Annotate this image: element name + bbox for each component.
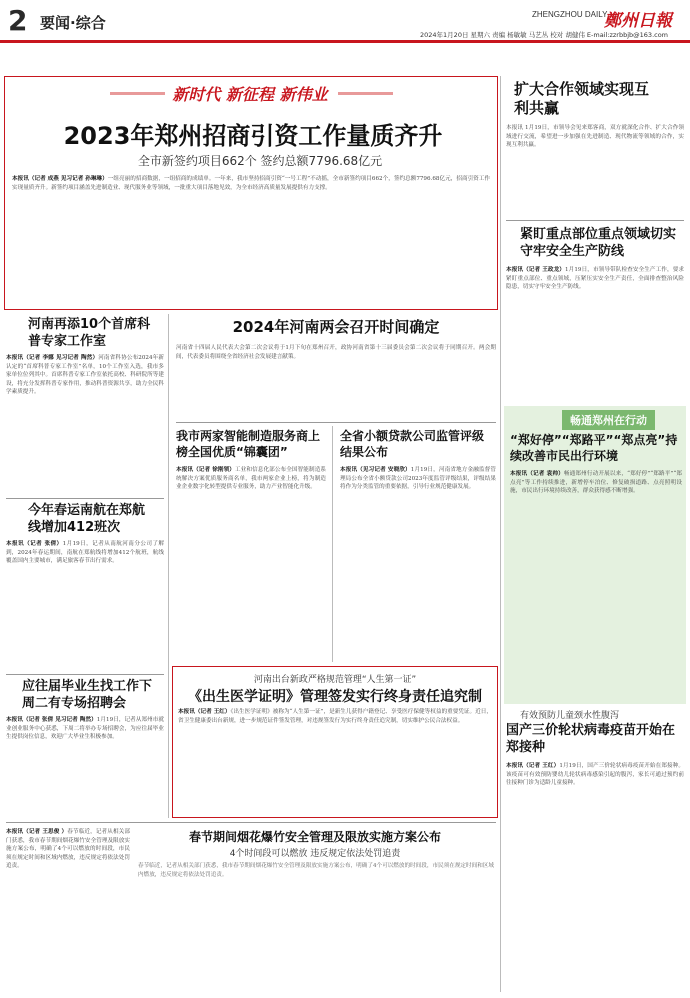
smart-service-byline: 本报讯（记者 徐刚领） xyxy=(176,467,235,473)
lead-body xyxy=(12,175,490,303)
smart-service-body xyxy=(176,466,326,662)
left-divider-2 xyxy=(6,674,164,675)
theme-banner: 新时代 新征程 新伟业 xyxy=(172,85,328,104)
lead-byline: 本报讯（记者 成燕 见习记者 孙琳琳） xyxy=(12,176,108,182)
birth-cert-kicker: 河南出台新政严格规范管理“人生第一证” xyxy=(253,675,417,685)
fireworks-byline: 本报讯（记者 王思俊 ） xyxy=(6,829,68,835)
fireworks-text: 春节临近，记者从相关部门获悉，我市春节期间烟花爆竹安全管理及限放实施方案公布，明确了4个可以燃放的时间段，市民须在规定时间和区域内燃放，违反规定将依法处罚追责。 xyxy=(6,829,130,870)
bottom-divider xyxy=(6,822,496,823)
center-column-rule xyxy=(332,426,333,662)
petty-loan-body xyxy=(340,466,496,662)
birth-cert-body xyxy=(178,708,492,812)
left-column-rule xyxy=(168,314,169,818)
right-column-rule xyxy=(500,76,501,992)
birth-cert-byline: 本报讯（记者 王红） xyxy=(178,709,231,715)
section-title: 要闻·综合 xyxy=(40,14,106,32)
birth-cert-text: 《出生医学证明》被称为“人生第一证”，是新生儿获得户籍登记、享受医疗保健等权益的重要凭证。近日，省卫生健康委出台新规，进一步规范证件签发管理，对违规签发行为实行终身责任追究制，切实维护公民合法权益。 xyxy=(178,709,492,724)
left-bottom-headline: 应往届毕业生找工作下周二有专场招聘会 xyxy=(22,679,153,711)
vaccine-text: 1月19日，国产三价轮状病毒疫苗开始在郑接种。该疫苗可有效预防婴幼儿轮状病毒感染引起的腹泻，家长可通过预约前往接种门诊为适龄儿童接种。 xyxy=(506,763,684,787)
left-bottom-body xyxy=(6,716,164,816)
fireworks-headline: 春节期间烟花爆竹安全管理及限放实施方案公布 xyxy=(188,830,441,844)
lead-text: 一组亮丽的招商数据，一组招商的成绩单。一年来，我市坚持招商引资“一号工程”不动摇，全市新签约项目662个，签约总额7796.68亿元，招商引资工作实现量质齐升。新签约项目涵盖先进制造业、现代服务业等领域，一批重大项目落地见效，为全市经济高质量发展提供有力支撑。 xyxy=(12,176,490,191)
right-mid-body xyxy=(506,266,684,400)
right-divider-1 xyxy=(506,220,684,221)
left-top-text: 河南省科协公布2024年新认定的“首席科普专家工作室”名单，10个工作室入选，我市多家单位位列其中。首席科普专家工作室依托高校、科研院所等建设，将充分发挥科普专家作用，推动科普资源共享，助力全民科学素质提升。 xyxy=(6,355,164,396)
smart-service-headline: 我市两家智能制造服务商上榜全国优质“锦囊团” xyxy=(176,429,321,459)
header-rule xyxy=(0,40,690,43)
banner-decoration-left xyxy=(110,92,165,95)
left-bottom-text: 1月19日，记者从郑州市就业创业服务中心获悉，下周二将举办专场招聘会，为应往届毕业生提供岗位信息，欢迎广大毕业生积极参加。 xyxy=(6,717,164,741)
right-mid-headline: 紧盯重点部位重点领域切实守牢安全生产防线 xyxy=(520,227,677,259)
right-feature-byline: 本报讯（记者 袁帅） xyxy=(510,471,564,477)
smart-service-text: 工业和信息化部公布全国智能制造系统解决方案优质服务商名单，我市两家企业上榜，将为制造业企业数字化转型提供专业服务，助力产业智能化升级。 xyxy=(176,467,326,491)
vaccine-headline: 国产三价轮状病毒疫苗开始在郑接种 xyxy=(506,723,676,755)
lead-subhead: 全市新签约项目662个 签约总额7796.68亿元 xyxy=(137,154,383,168)
center-divider-1 xyxy=(176,422,496,423)
issue-meta: 2024年1月20日 星期六 责编 杨敏敏 马艺丛 校对 胡健伟 E-mail:zzrbbjb@163.com xyxy=(420,31,669,39)
vaccine-byline: 本报讯（记者 王红） xyxy=(506,763,560,769)
right-feature-headline: “郑好停”“郑路平”“郑点亮”持续改善市民出行环境 xyxy=(510,433,678,463)
vaccine-kicker: 有效预防儿童颈水性腹泻 xyxy=(520,711,620,721)
right-feature-body xyxy=(510,470,682,700)
right-top-headline: 扩大合作领域实现互利共赢 xyxy=(514,80,650,117)
birth-cert-headline: 《出生医学证明》管理签发实行终身责任追究制 xyxy=(188,689,482,705)
fireworks-continued-body xyxy=(138,862,494,992)
left-mid-byline: 本报讯（记者 张倩） xyxy=(6,541,63,547)
petty-loan-headline: 全省小额贷款公司监管评级结果公布 xyxy=(340,429,485,459)
lianghui-body: 河南省十四届人民代表大会第二次会议将于1月下旬在郑州召开，政协河南省第十三届委员会第二次会议将于同期召开。两会期间，代表委员将围绕全省经济社会发展建言献策。 xyxy=(176,345,496,360)
lianghui-headline: 2024年河南两会召开时间确定 xyxy=(232,318,440,336)
fireworks-subhead: 4个时间段可以燃放 违反规定依法处罚追责 xyxy=(229,849,401,859)
left-bottom-byline: 本报讯（记者 张倩 见习记者 陶然） xyxy=(6,717,97,723)
publication-name: ZHENGZHOU DAILY xyxy=(532,10,608,19)
lead-headline: 2023年郑州招商引资工作量质齐升 xyxy=(63,122,443,150)
left-mid-text: 1月19日，记者从南航河南分公司了解到，2024年春运期间，南航在郑航线将增加412个航班，航线覆盖国内主要城市，满足旅客春节出行需求。 xyxy=(6,541,164,565)
left-top-headline: 河南再添10个首席科普专家工作室 xyxy=(28,317,151,349)
fireworks-text-continued: 春节临近，记者从相关部门获悉，我市春节期间烟花爆竹安全管理及限放实施方案公布，明确了4个可以燃放的时间段，市民须在规定时间和区域内燃放，违反规定将依法处罚追责。 xyxy=(138,863,494,878)
petty-loan-text: 1月19日，河南省地方金融监督管理局公布全省小额贷款公司2023年度监管评级结果，评级结果将作为分类监管的重要依据，引导行业规范健康发展。 xyxy=(340,467,496,491)
fireworks-left-body xyxy=(6,828,130,992)
left-mid-body xyxy=(6,540,164,670)
right-top-body: 本报讯 1月19日，市领导会见来郑客商，双方就深化合作、扩大合作领域进行交流，希望进一步加强在先进制造、现代物流等领域的合作，实现互利共赢。 xyxy=(506,125,684,149)
right-mid-byline: 本报讯（记者 王政龙） xyxy=(506,267,565,273)
left-divider-1 xyxy=(6,498,164,499)
page-number: 2 xyxy=(8,4,28,37)
left-top-byline: 本报讯（记者 李娜 见习记者 陶然） xyxy=(6,355,99,361)
left-mid-headline: 今年春运南航在郑航线增加412班次 xyxy=(28,503,146,535)
feature-tag: 畅通郑州在行动 xyxy=(562,410,655,430)
petty-loan-byline: 本报讯（见习记者 安晓欣） xyxy=(340,467,411,473)
right-feature-text: 畅通郑州行动开展以来，“郑好停”“郑路平”“郑点亮”等工作持续推进，新增停车泊位、修复破损道路、点亮照明设施，市民出行环境持续改善，群众获得感不断增强。 xyxy=(510,471,682,495)
left-top-body xyxy=(6,354,164,494)
newspaper-logo: 鄭州日報 xyxy=(604,11,672,31)
vaccine-body xyxy=(506,762,684,992)
right-mid-text: 1月19日，市领导带队检查安全生产工作，要求紧盯重点部位、重点领域，压紧压实安全生产责任，全面排查整治风险隐患，切实守牢安全生产防线。 xyxy=(506,267,684,291)
banner-decoration-right xyxy=(338,92,393,95)
